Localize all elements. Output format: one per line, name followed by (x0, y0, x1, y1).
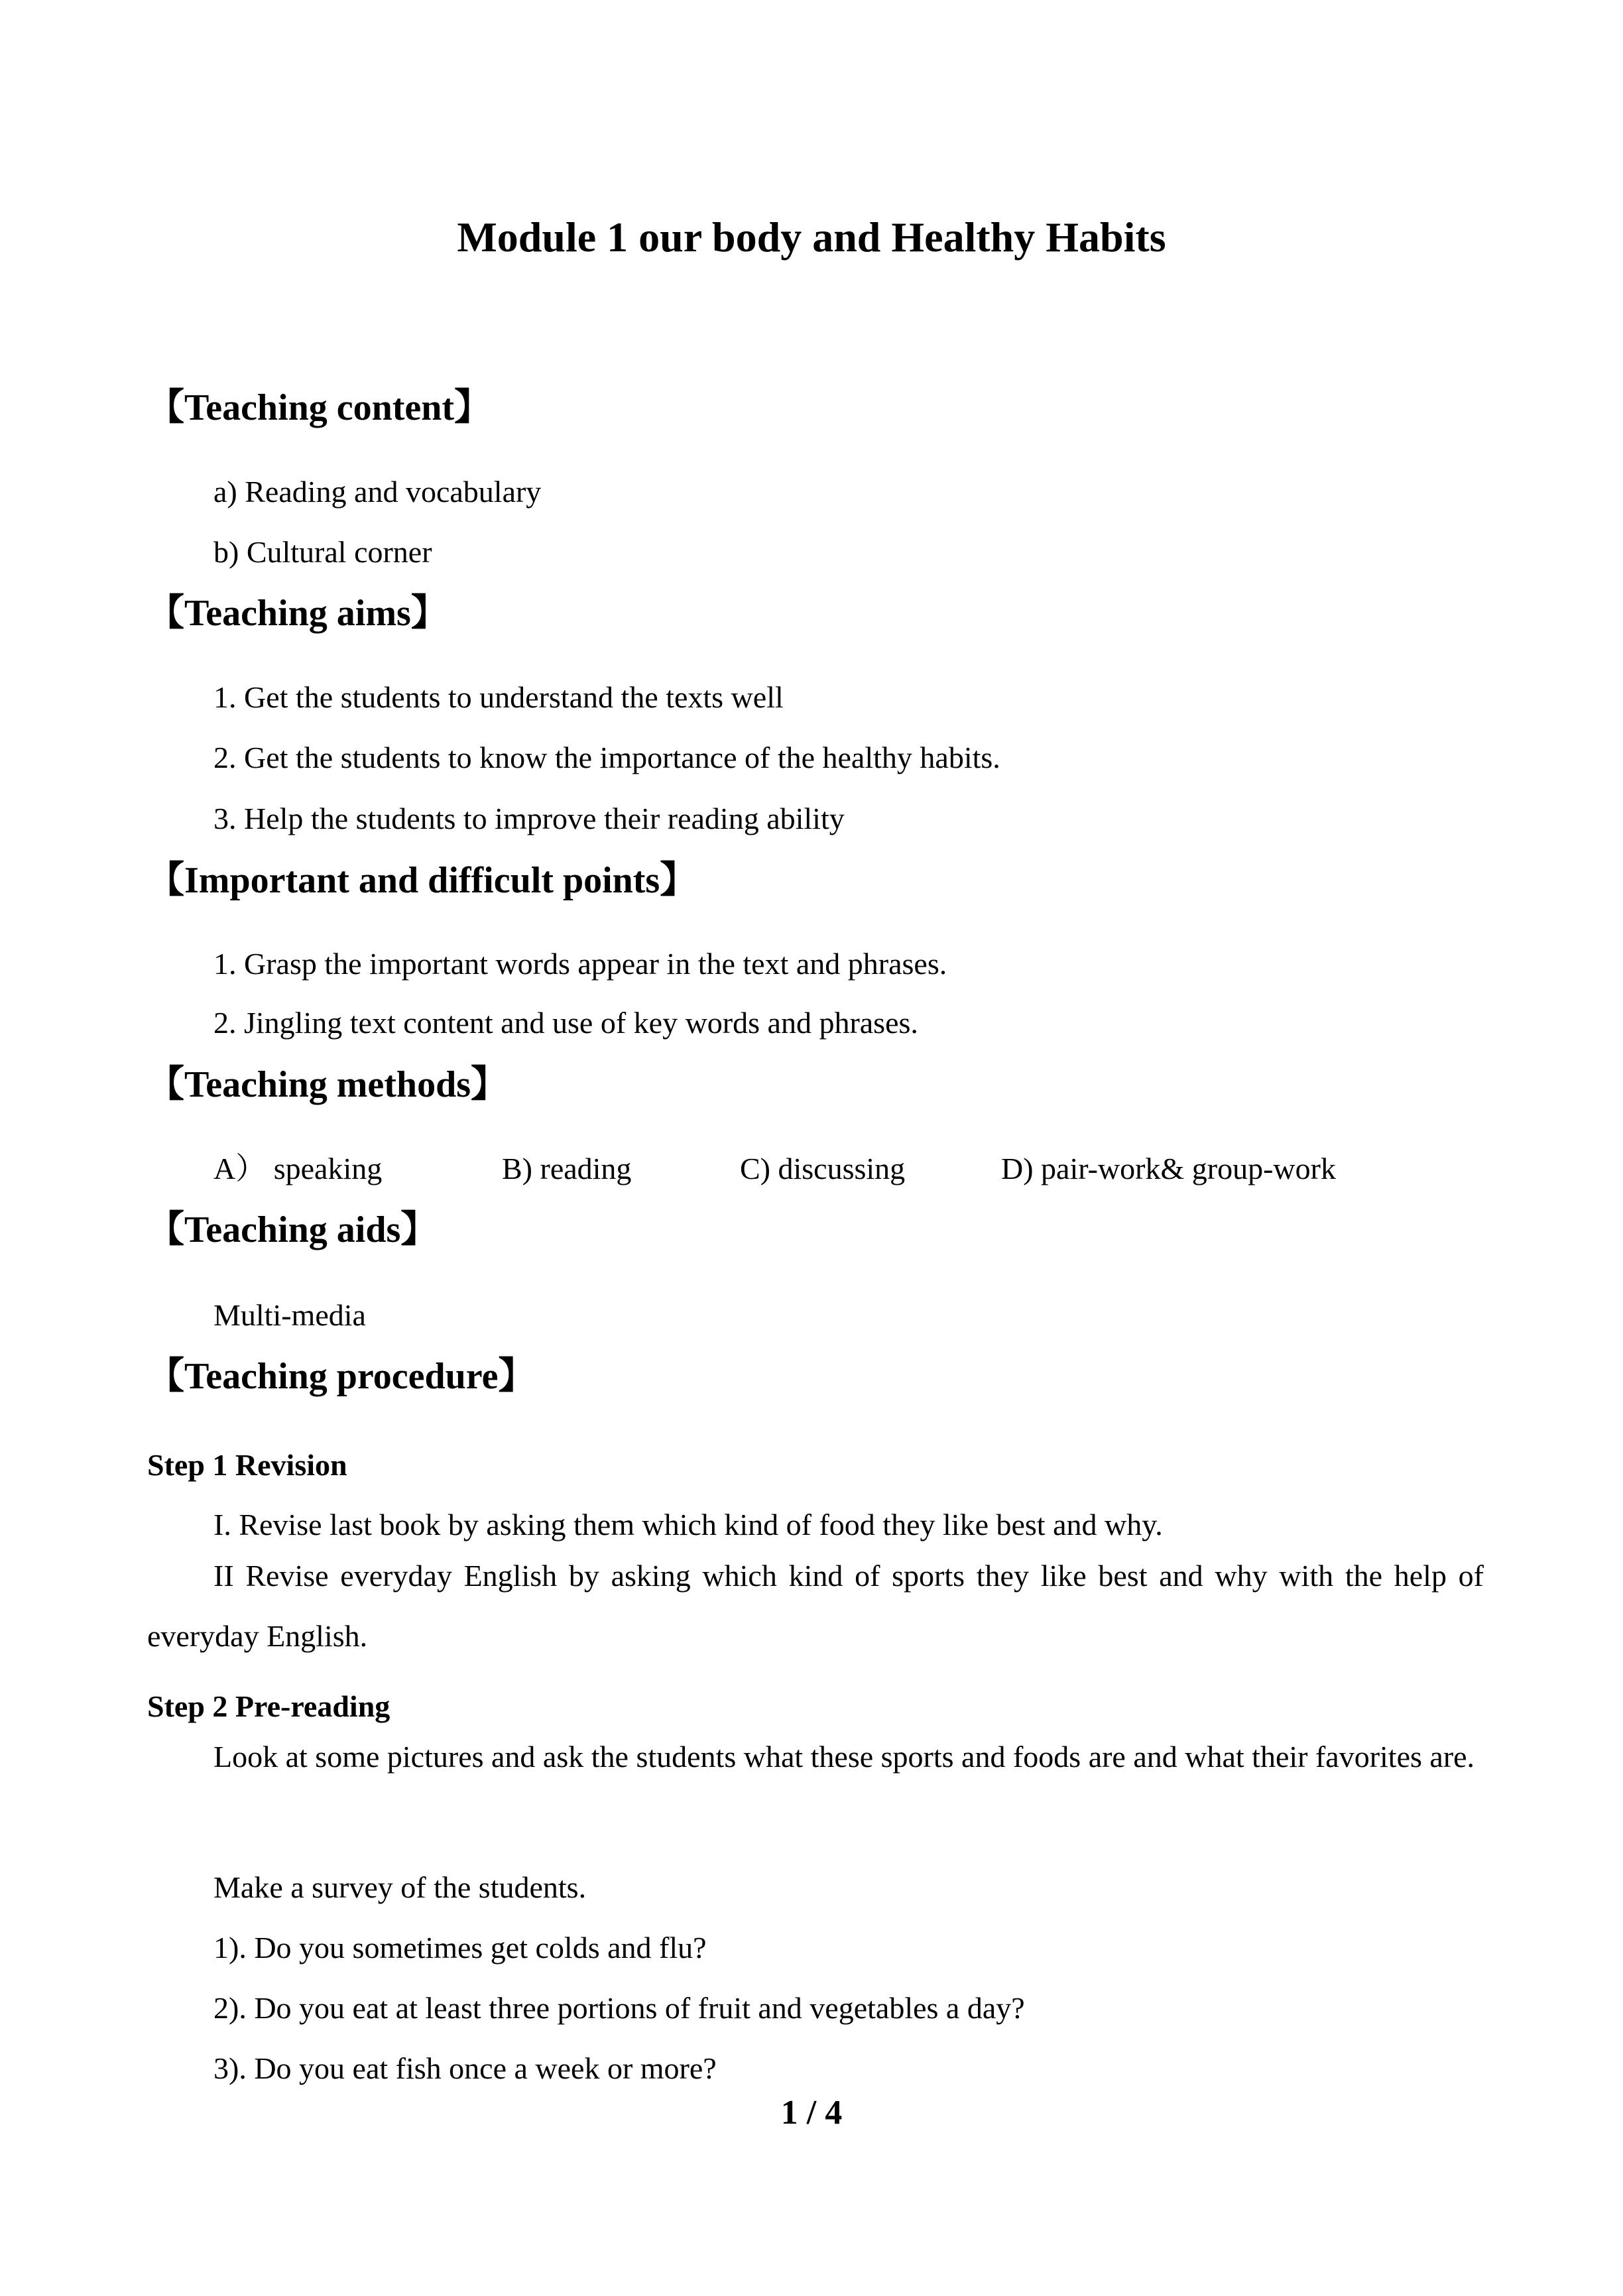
method-reading: B) reading (502, 1152, 632, 1185)
survey-question-2: 2). Do you eat at least three portions of fruit and vegetables a day? (213, 1991, 1025, 2025)
method-speaking: A） speaking (213, 1152, 383, 1185)
point-item-1: 1. Grasp the important words appear in the text and phrases. (213, 947, 947, 981)
step2-title: Step 2 Pre-reading (147, 1689, 391, 1723)
method-pair-group-work: D) pair-work& group-work (1001, 1152, 1336, 1185)
heading-teaching-methods: 【Teaching methods】 (147, 1064, 509, 1105)
step2-para1: Look at some pictures and ask the students what these sports and foods are and what their favorites are. (213, 1740, 1475, 1774)
aim-item-1: 1. Get the students to understand the texts well (213, 680, 784, 714)
method-discussing: C) discussing (740, 1152, 906, 1185)
step1-title: Step 1 Revision (147, 1448, 347, 1482)
content-item-cultural: b) Cultural corner (213, 535, 432, 569)
heading-teaching-content: 【Teaching content】 (147, 387, 492, 428)
point-item-2: 2. Jingling text content and use of key words and phrases. (213, 1006, 918, 1040)
survey-question-1: 1). Do you sometimes get colds and flu? (213, 1931, 707, 1964)
heading-important-points: 【Important and difficult points】 (147, 860, 697, 901)
aim-item-2: 2. Get the students to know the importance of the healthy habits. (213, 741, 1000, 774)
page-title: Module 1 our body and Healthy Habits (457, 213, 1166, 261)
step1-para2: II Revise everyday English by asking which kind of sports they like best and why with the help of everyday English. (147, 1559, 1484, 1653)
aim-item-3: 3. Help the students to improve their reading ability (213, 802, 845, 835)
step1-para1: I. Revise last book by asking them which kind of food they like best and why. (213, 1508, 1163, 1541)
heading-teaching-procedure: 【Teaching procedure】 (147, 1356, 536, 1397)
survey-question-3: 3). Do you eat fish once a week or more? (213, 2051, 717, 2085)
step2-survey-intro: Make a survey of the students. (213, 1870, 587, 1904)
aid-item-multimedia: Multi-media (213, 1298, 366, 1332)
heading-teaching-aids: 【Teaching aids】 (147, 1209, 438, 1250)
heading-teaching-aims: 【Teaching aims】 (147, 593, 448, 634)
page-number: 1 / 4 (780, 2094, 843, 2132)
content-item-reading: a) Reading and vocabulary (213, 475, 542, 509)
